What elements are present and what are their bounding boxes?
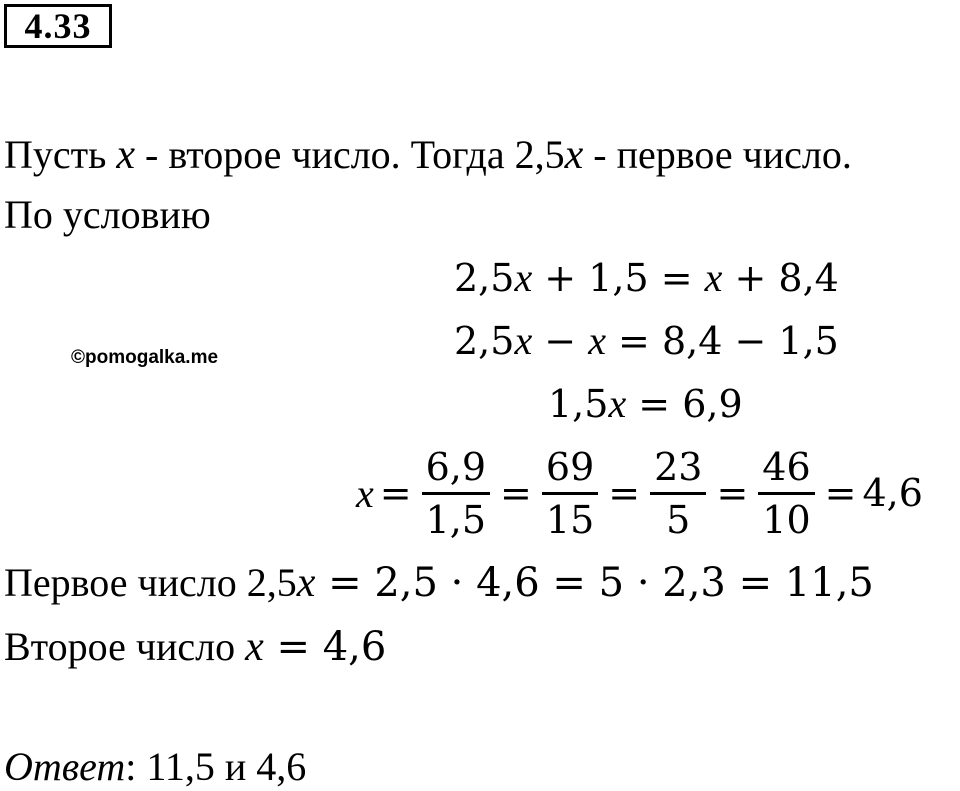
eq1-mid: + 1,5 = <box>532 256 705 300</box>
problem-number: 4.33 <box>4 4 112 48</box>
condition-line: По условию <box>4 192 211 237</box>
intro-line <box>4 132 852 178</box>
eq4-equals: = <box>824 471 857 515</box>
eq4-var: x <box>356 470 374 516</box>
first-number-var: x <box>296 560 316 606</box>
equation-3 <box>548 381 743 427</box>
eq3-end: = 6,9 <box>626 382 743 426</box>
equation-1 <box>454 255 839 301</box>
fraction-denominator: 15 <box>545 497 595 542</box>
eq4-result: 4,6 <box>862 471 923 515</box>
equation-2 <box>454 318 839 364</box>
eq1-coef: 2,5 <box>454 256 515 300</box>
eq1-var-2: x <box>704 255 723 300</box>
fraction-denominator: 1,5 <box>425 497 487 542</box>
intro-text-3: - первое число. <box>583 132 852 177</box>
eq1-end: + 8,4 <box>722 256 839 300</box>
fraction-bar <box>650 492 706 495</box>
second-number-line <box>4 624 386 670</box>
fraction-numerator: 69 <box>545 444 595 489</box>
eq4-equals: = <box>500 471 532 515</box>
fraction <box>542 445 598 542</box>
intro-var-2: x <box>564 132 584 178</box>
eq2-var-1: x <box>514 318 533 363</box>
fraction-bar <box>422 492 490 495</box>
second-number-calc: = 4,6 <box>263 624 387 670</box>
answer-text: : 11,5 и 4,6 <box>125 744 307 789</box>
answer-label: Ответ <box>4 744 126 789</box>
fraction-bar <box>758 492 814 495</box>
first-number-calc: = 2,5 · 4,6 = 5 · 2,3 = 11,5 <box>315 560 874 606</box>
fraction-numerator: 46 <box>762 444 811 489</box>
eq2-coef: 2,5 <box>454 319 515 363</box>
fraction-denominator: 5 <box>666 497 691 542</box>
eq4-equals: = <box>716 471 749 515</box>
fraction-numerator: 6,9 <box>425 444 487 489</box>
first-number-line <box>4 560 874 606</box>
intro-text-2: - второе число. Тогда 2,5 <box>135 132 565 177</box>
equation-4 <box>356 440 923 546</box>
fraction <box>422 445 490 542</box>
fraction <box>650 445 706 542</box>
fraction-denominator: 10 <box>762 497 811 542</box>
intro-var-1: x <box>116 132 136 178</box>
eq2-end: = 8,4 − 1,5 <box>605 319 839 363</box>
watermark: ©pomogalka.me <box>71 347 219 368</box>
second-number-var: x <box>245 624 264 670</box>
fraction <box>758 445 814 542</box>
second-number-label: Второе число <box>4 624 246 669</box>
fraction-numerator: 23 <box>654 444 703 489</box>
fraction-bar <box>542 492 598 495</box>
eq1-var-1: x <box>514 255 533 300</box>
eq4-equals: = <box>608 471 641 515</box>
intro-text-1: Пусть <box>4 132 117 177</box>
first-number-label: Первое число 2,5 <box>4 560 297 605</box>
eq2-mid: − <box>532 319 589 363</box>
eq2-var-2: x <box>588 318 606 363</box>
eq4-equals: = <box>379 471 412 515</box>
answer-line <box>4 744 306 790</box>
eq3-var: x <box>608 381 627 426</box>
eq3-coef: 1,5 <box>548 382 609 426</box>
